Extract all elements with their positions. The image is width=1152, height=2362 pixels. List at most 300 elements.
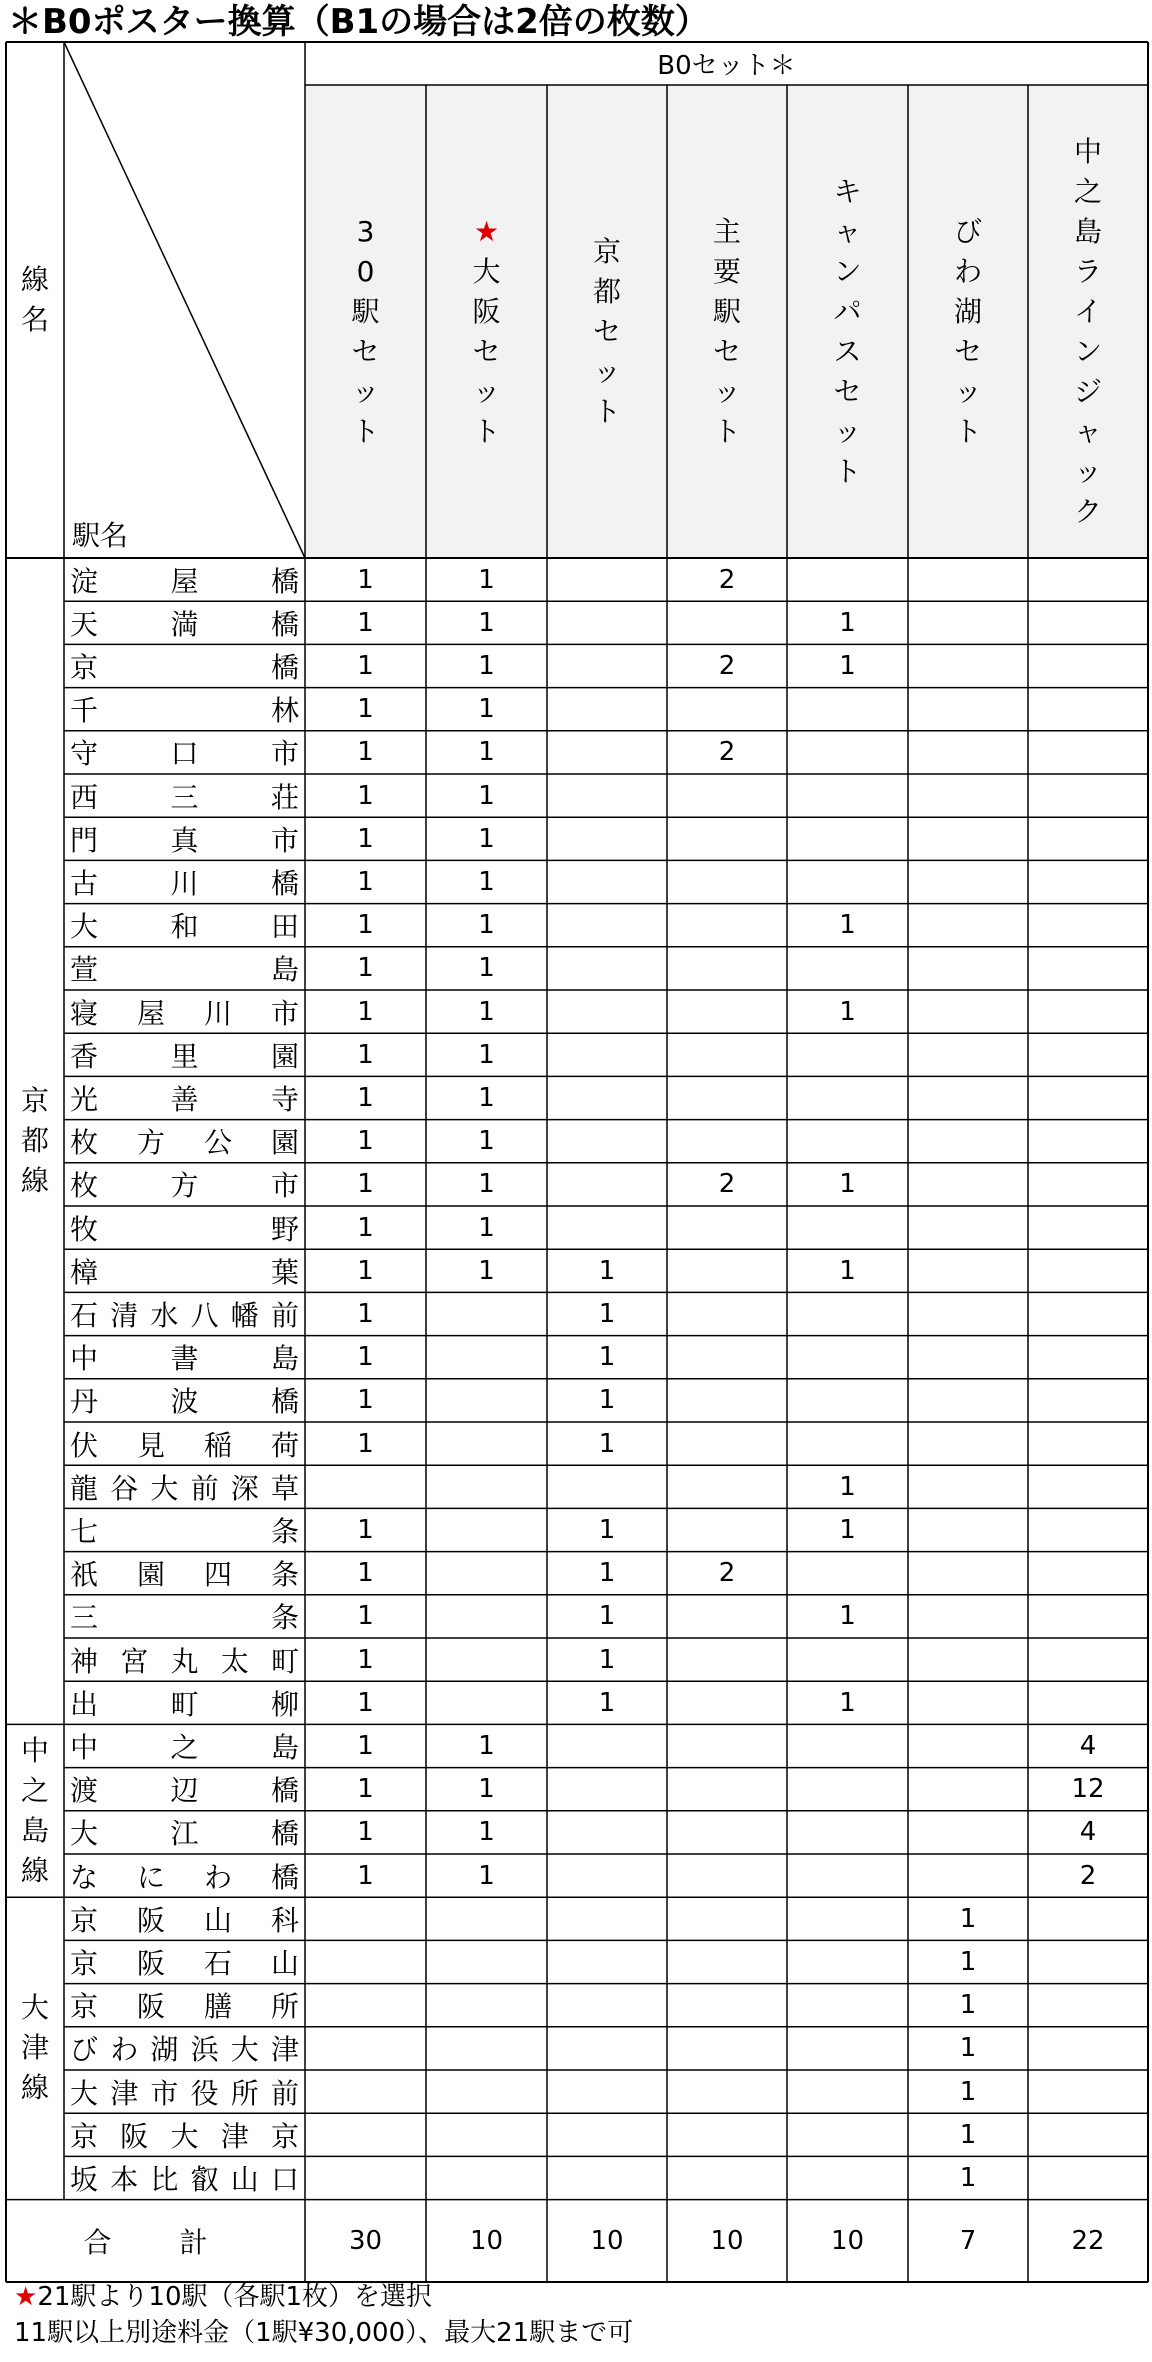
count-cell [908,1249,1028,1292]
count-cell [426,1422,547,1465]
station-name-char: 大 [70,1817,99,1851]
column-header-5-char: ャ [833,214,862,248]
count-cell [667,2027,787,2070]
column-header-4-char: セ [712,334,741,368]
count-cell [787,1811,908,1854]
count-cell [547,904,667,947]
count-cell [787,558,908,601]
count-cell [426,1897,547,1940]
station-name [70,990,299,1033]
count-cell: 1 [478,910,495,941]
station-name-char: 大 [150,1471,179,1505]
station-name-char: 膳 [203,1990,232,2024]
line-name-2-char: 線 [20,1853,49,1887]
count-cell [305,2156,426,2199]
count-cell [787,688,908,731]
count-cell [787,947,908,990]
count-cell [787,860,908,903]
count-cell: 1 [839,910,856,941]
count-cell [667,1249,787,1292]
count-cell: 1 [478,996,495,1027]
station-name [70,1206,299,1249]
count-cell [667,990,787,1033]
station-name-char: 守 [70,737,99,771]
count-cell [426,1508,547,1551]
station-name [70,1076,299,1119]
count-cell: 1 [357,1601,374,1632]
line-name-3 [15,1988,55,2108]
line-name-1-char: 京 [20,1084,49,1118]
count-cell: 1 [839,1687,856,1718]
count-cell [667,1984,787,2027]
station-name-char: 屋 [136,996,165,1030]
count-cell [547,644,667,687]
station-name-header: 駅名 [72,519,129,552]
column-header-1-char: ト [351,414,380,448]
station-name-char: 方 [136,1126,165,1160]
page-title: ＊B0ポスター換算（B1の場合は2倍の枚数） [8,2,709,42]
count-cell [547,1940,667,1983]
column-header-2-char: 阪 [472,294,501,328]
station-name-char: 中 [70,1730,99,1764]
count-cell: 1 [959,1903,977,1934]
count-cell [667,1638,787,1681]
count-cell [547,601,667,644]
count-cell [908,1638,1028,1681]
station-name-char: 津 [270,2033,299,2067]
station-name [70,1595,299,1638]
count-cell [667,904,787,947]
count-cell [667,1940,787,1983]
count-cell [1028,1422,1148,1465]
station-name-char: 前 [270,1298,299,1332]
station-name-char: 市 [270,1169,299,1203]
station-name-char: 科 [270,1903,299,1937]
column-header-3-char: 都 [592,274,621,308]
count-cell [547,1984,667,2027]
count-cell: 1 [357,650,374,681]
station-name-char: 湖 [150,2033,179,2067]
station-name-char: 川 [170,866,199,900]
station-name [70,904,299,947]
station-name-char: 里 [170,1039,199,1073]
count-cell [1028,1076,1148,1119]
count-cell [667,1120,787,1163]
station-name-char: 柳 [270,1687,299,1721]
column-header-7-char: ャ [1073,414,1102,448]
count-cell [426,1465,547,1508]
count-cell: 1 [839,996,856,1027]
station-name-char: 口 [270,2162,299,2196]
count-cell [667,1595,787,1638]
count-cell: 1 [357,1385,374,1416]
count-cell [1028,947,1148,990]
column-header-6-char: ッ [953,374,982,408]
count-cell [547,1897,667,1940]
count-cell: 1 [357,1644,374,1675]
station-name-char: 橋 [270,1385,299,1419]
count-cell [908,558,1028,601]
count-cell: 1 [478,607,495,638]
station-name-char: 坂 [70,2162,99,2196]
count-cell: 12 [1071,1774,1105,1805]
count-cell [1028,688,1148,731]
station-name-char: 叡 [190,2162,219,2196]
station-name-char: 津 [110,2076,139,2110]
station-name-char: 京 [70,1990,99,2024]
station-name-char: な [70,1860,99,1894]
column-header-4-char: ッ [712,374,741,408]
note-line-2: 11駅以上別途料金（1駅¥30,000）、最大21駅まで可 [14,2318,634,2348]
count-cell [667,774,787,817]
count-cell [908,1811,1028,1854]
station-name [70,1249,299,1292]
column-header-1-char: 駅 [351,294,380,328]
column-header-5-char: ス [833,334,862,368]
count-cell: 1 [478,694,495,725]
count-cell [908,774,1028,817]
diagonal-header-line [64,42,305,558]
column-header-6-char: セ [953,334,982,368]
count-cell: 1 [839,1601,856,1632]
count-cell: 1 [357,866,374,897]
line-name-3-char: 線 [20,2071,49,2105]
count-cell [787,1638,908,1681]
station-name-char: 京 [70,1946,99,1980]
station-name-char: 島 [270,953,299,987]
station-name-char: 石 [70,1298,99,1332]
count-cell [305,2113,426,2156]
station-name-char: 中 [70,1342,99,1376]
count-cell: 1 [357,1039,374,1070]
column-header-1-char: 3 [356,214,375,248]
count-cell: 1 [598,1558,616,1589]
count-cell [1028,1465,1148,1508]
count-cell [547,731,667,774]
column-header-7-char: ラ [1073,254,1102,288]
count-cell [1028,1508,1148,1551]
count-cell [787,1984,908,2027]
count-cell: 1 [357,953,374,984]
station-name-char: 宮 [120,1644,149,1678]
column-header-6-char: 湖 [953,294,982,328]
count-cell [667,1897,787,1940]
count-cell [908,1768,1028,1811]
station-name-char: 枚 [70,1169,99,1203]
count-cell [908,1292,1028,1335]
set-group-header: B0セット＊ [657,51,796,81]
station-name-char: 大 [230,2033,259,2067]
column-header-7-char: 島 [1073,214,1102,248]
column-header-7-char: ン [1073,334,1102,368]
count-cell [908,1379,1028,1422]
count-cell [908,1508,1028,1551]
column-header-4-char: 要 [712,254,741,288]
count-cell [908,1681,1028,1724]
count-cell [305,1984,426,2027]
station-name-char: 本 [110,2162,139,2196]
count-cell: 1 [478,1039,495,1070]
line-name-1 [15,1081,55,1201]
count-cell: 1 [598,1601,616,1632]
total-cell: 10 [710,2225,744,2256]
column-header-4-char: 主 [712,214,741,248]
count-cell [667,1724,787,1767]
count-cell [426,1336,547,1379]
count-cell: 1 [478,953,495,984]
count-cell: 1 [478,650,495,681]
count-cell: 1 [357,780,374,811]
count-cell: 1 [478,780,495,811]
count-cell [667,688,787,731]
count-cell [667,1681,787,1724]
station-name-char: 丸 [170,1644,199,1678]
station-name-char: 見 [136,1428,165,1462]
station-name-char: 萱 [70,953,99,987]
count-cell [426,1595,547,1638]
count-cell: 4 [1079,1730,1097,1761]
count-cell [547,1120,667,1163]
station-name [70,1422,299,1465]
station-name [70,860,299,903]
count-cell [908,1422,1028,1465]
count-cell: 1 [357,1082,374,1113]
count-cell [667,1854,787,1897]
column-header-2-char: セ [472,334,501,368]
count-cell: 1 [478,866,495,897]
count-cell [667,860,787,903]
count-cell [1028,1120,1148,1163]
count-cell: 1 [478,1255,495,1286]
station-name [70,817,299,860]
station-name-char: 荘 [270,780,299,814]
count-cell [908,1076,1028,1119]
station-name [70,1897,299,1940]
count-cell [908,904,1028,947]
station-name [70,644,299,687]
count-cell: 1 [478,1860,495,1891]
line-name-2 [15,1731,55,1891]
count-cell [787,1379,908,1422]
station-name-char: に [136,1860,165,1894]
station-name-char: 条 [270,1601,299,1635]
count-cell [908,731,1028,774]
station-name-char: 香 [70,1039,99,1073]
station-name [70,774,299,817]
count-cell [1028,1940,1148,1983]
station-name-char: 阪 [120,2119,149,2153]
count-cell: 2 [718,650,736,681]
total-cell: 10 [830,2225,865,2256]
count-cell [787,817,908,860]
count-cell [1028,1638,1148,1681]
column-header-5-char: ン [833,254,862,288]
station-name-char: 清 [110,1298,139,1332]
station-name-char: 西 [70,780,99,814]
station-name [70,1811,299,1854]
count-cell [1028,1292,1148,1335]
column-header-3-char: ッ [592,354,621,388]
count-cell [1028,731,1148,774]
count-cell: 1 [598,1514,616,1545]
column-header-3-char: ト [592,394,621,428]
count-cell [908,947,1028,990]
count-cell: 1 [959,1946,977,1977]
station-name-char: 丹 [70,1385,99,1419]
station-name-char: 橋 [270,1774,299,1808]
count-cell [305,2027,426,2070]
count-cell [787,1940,908,1983]
count-cell: 1 [598,1298,616,1329]
column-header-5-char: ッ [833,414,862,448]
count-cell [547,1811,667,1854]
station-name [70,1033,299,1076]
count-cell [547,774,667,817]
station-name-char: 之 [170,1730,199,1764]
count-cell: 1 [357,564,374,595]
count-cell: 1 [357,737,374,768]
note-line-1-text: 21駅より10駅（各駅1枚）を選択 [37,2282,433,2312]
count-cell: 4 [1079,1817,1097,1848]
count-cell: 1 [357,1730,374,1761]
station-name-char: 町 [270,1644,299,1678]
station-name-char: 波 [170,1385,199,1419]
count-cell [1028,558,1148,601]
count-cell: 2 [718,1169,736,1200]
station-name-char: 公 [203,1126,232,1160]
station-name-char: 書 [170,1342,199,1376]
count-cell [547,990,667,1033]
count-cell: 1 [598,1644,616,1675]
column-header-3-char: 京 [592,234,621,268]
count-cell [547,947,667,990]
station-name [70,1379,299,1422]
station-name [70,1163,299,1206]
line-name-header [15,260,55,340]
station-name-char: 口 [170,737,199,771]
count-cell: 1 [357,607,374,638]
column-header-3 [587,232,627,432]
count-cell [908,1552,1028,1595]
column-header-2 [467,212,507,452]
count-cell [667,1076,787,1119]
station-name-char: 川 [203,996,232,1030]
count-cell [1028,1163,1148,1206]
station-name-char: わ [110,2033,139,2067]
station-name-char: 市 [270,737,299,771]
column-header-2-char: ト [472,414,501,448]
station-name-char: 阪 [136,1990,165,2024]
station-name-char: 七 [70,1514,99,1548]
station-name-char: 満 [170,607,199,641]
station-name-char: 龍 [70,1471,99,1505]
count-cell [1028,1595,1148,1638]
station-name [70,947,299,990]
station-name-char: 淀 [70,564,99,598]
count-cell [1028,1379,1148,1422]
count-cell [787,1854,908,1897]
count-cell: 1 [598,1385,616,1416]
count-cell [908,1033,1028,1076]
count-cell [787,2070,908,2113]
count-cell [547,1768,667,1811]
count-cell [305,1465,426,1508]
count-cell [908,644,1028,687]
station-name-char: び [70,2033,99,2067]
count-cell [426,1638,547,1681]
count-cell [667,817,787,860]
count-cell: 1 [357,1558,374,1589]
station-name-char: 草 [270,1471,299,1505]
station-name-char: 園 [136,1558,165,1592]
count-cell [1028,860,1148,903]
count-cell [426,2113,547,2156]
count-cell [667,1379,787,1422]
station-name-char: 山 [203,1903,232,1937]
station-name-char: 大 [70,2076,99,2110]
line-name-header-char: 名 [20,303,49,336]
station-name-char: 稲 [203,1428,232,1462]
station-name-char: 真 [170,823,199,857]
station-name-char: 比 [150,2162,179,2196]
count-cell [787,2156,908,2199]
count-cell [787,731,908,774]
column-header-5-char: ト [833,454,862,488]
column-header-1-char: セ [351,334,380,368]
column-header-7-char: ク [1073,494,1102,528]
station-name [70,1681,299,1724]
station-name-char: 荷 [270,1428,299,1462]
station-name [70,1638,299,1681]
count-cell [787,1292,908,1335]
station-name [70,2027,299,2070]
column-header-7-char: 中 [1073,134,1102,168]
count-cell [667,2070,787,2113]
station-name [70,1465,299,1508]
station-name-char: 寝 [70,996,99,1030]
count-cell [787,1552,908,1595]
station-name-char: 寺 [270,1082,299,1116]
station-name-char: 橋 [270,1860,299,1894]
count-cell [667,1206,787,1249]
station-name-char: 八 [190,1298,219,1332]
count-cell [787,1768,908,1811]
column-header-2-char: 大 [472,254,501,288]
total-cell: 10 [469,2225,504,2256]
count-cell [547,1724,667,1767]
station-name-char: 枚 [70,1126,99,1160]
column-header-4-char: ト [712,414,741,448]
count-cell [1028,1984,1148,2027]
column-header-5-char: パ [833,294,862,328]
count-cell [1028,644,1148,687]
count-cell [908,1206,1028,1249]
count-cell [1028,2113,1148,2156]
station-name-char: 橋 [270,1817,299,1851]
count-cell [908,601,1028,644]
count-cell [787,1033,908,1076]
station-name [70,601,299,644]
count-cell: 1 [357,1687,374,1718]
count-cell: 1 [598,1428,616,1459]
station-name-char: 京 [70,2119,99,2153]
station-name-char: 市 [270,823,299,857]
total-cell: 22 [1071,2225,1105,2256]
count-cell: 1 [478,1774,495,1805]
count-cell [1028,2156,1148,2199]
count-cell [667,1336,787,1379]
station-name [70,731,299,774]
